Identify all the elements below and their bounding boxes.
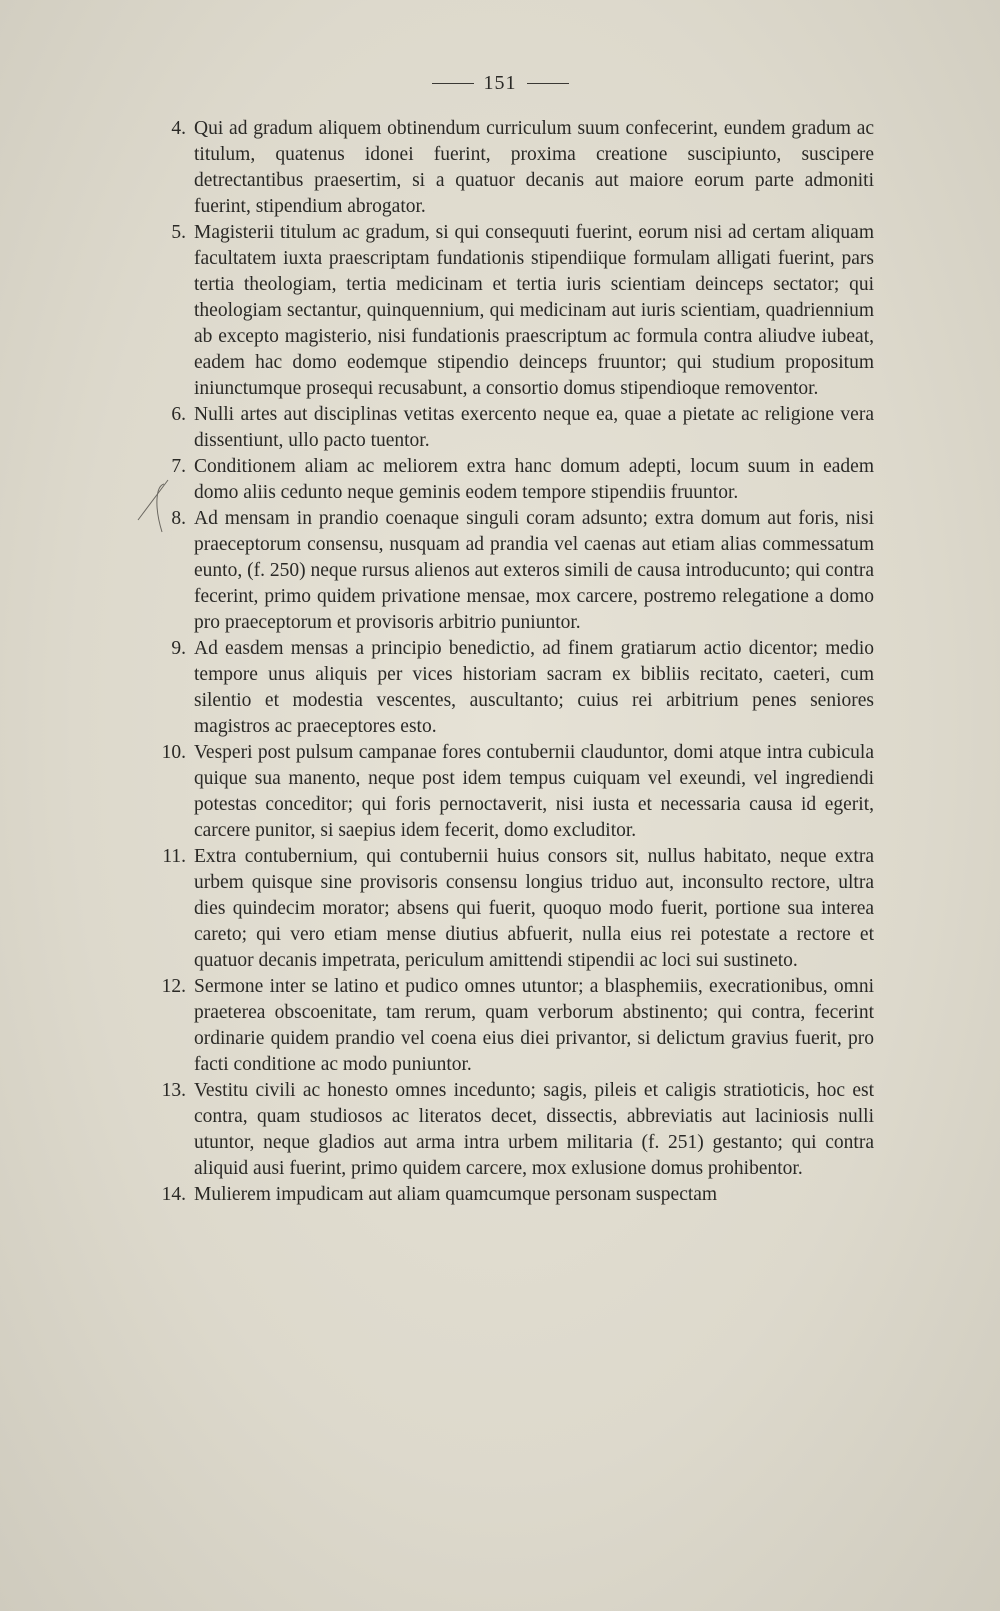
paragraph-10 [150,740,874,844]
paragraph-number: 8. [171,508,186,529]
page-header [0,72,1000,95]
paragraph-7 [150,454,874,506]
paragraph-number: 13. [161,1080,186,1101]
paragraph-number: 9. [171,638,186,659]
paragraph-11 [150,844,874,974]
paragraph-number: 4. [171,118,186,139]
body-text [150,116,874,1208]
paragraph-14 [150,1182,874,1208]
paragraph-number: 10. [161,742,186,763]
paragraph-number: 5. [171,222,186,243]
paragraph-text: Qui ad gradum aliquem obtinendum curriculum suum confecerint, eundem gradum ac titulum, quatenus idonei fuerint, proxima creatione suscipiunto, suscipere detrectantibus praesertim, si a quatuor decanis aut maiore eorum parte admoniti fuerint, stipendium abrogator. [194,118,874,217]
paragraph-13 [150,1078,874,1182]
paragraph-number: 14. [161,1184,186,1205]
paragraph-number: 11. [162,846,186,867]
paragraph-number: 12. [161,976,186,997]
paragraph-6 [150,402,874,454]
header-rule-left [432,83,474,84]
paragraph-text: Vestitu civili ac honesto omnes incedunto; sagis, pileis et caligis stratioticis, hoc est contra, quam studiosos ac literatos decet, dissectis, abbreviatis aut laciniosis nulli utuntor, neque gladios aut arma intra urbem militaria (f. 251) gestanto; qui contra aliquid ausi fuerint, primo quidem carcere, mox exlusione domus prohibentor. [194,1080,874,1179]
paragraph-text: Magisterii titulum ac gradum, si qui consequuti fuerint, eorum nisi ad certam aliquam facultatem iuxta praescriptam fundationis stipendiique formulam alligati fuerint, pars tertia theologiam, tertia medicinam et tertia iuris scientiam deinceps sectator; qui theologiam sectantur, quinquennium, qui medicinam aut iuris scientiam, quadriennium ab excepto magisterio, nisi fundationis praescriptum ac formula contra aliudve iubeat, eadem hac domo eodemque stipendio deinceps fruuntor; qui studium propositum iniunctumque prosequi recusabunt, a consortio domus stipendioque removentor. [194,222,874,399]
paragraph-text: Sermone inter se latino et pudico omnes utuntor; a blasphemiis, execrationibus, omni praeterea obscoenitate, tam rerum, quam verborum abstinento; qui contra, fecerint ordinarie quidem prandio vel coena eius diei privantor, si delictum gravius fuerit, pro facti conditione ac modo puniuntor. [194,976,874,1075]
header-rule-right [527,83,569,84]
paragraph-text: Ad mensam in prandio coenaque singuli coram adsunto; extra domum aut foris, nisi praeceptorum consensu, nusquam ad prandia vel caenas aut etiam alias commessatum eunto, (f. 250) neque rursus alienos aut exteros simili de causa introducunto; qui contra fecerint, primo quidem privatione mensae, mox carcere, postremo relegatione a domo pro praeceptorum et provisoris arbitrio puniuntor. [194,508,874,633]
paragraph-5 [150,220,874,402]
paragraph-12 [150,974,874,1078]
paragraph-number: 6. [171,404,186,425]
page-number: 151 [483,72,517,94]
paragraph-text: Ad easdem mensas a principio benedictio, ad finem gratiarum actio dicentor; medio tempore unus aliquis per vices historiam sacram ex bibliis recitato, caeteri, cum silentio et modestia vescentes, auscultanto; cuius rei arbitrium penes seniores magistros ac praeceptores esto. [194,638,874,737]
paragraph-text: Conditionem aliam ac meliorem extra hanc domum adepti, locum suum in eadem domo aliis cedunto neque geminis eodem tempore stipendiis fruuntor. [194,456,874,503]
paragraph-9 [150,636,874,740]
paragraph-text: Extra contubernium, qui contubernii huius consors sit, nullus habitato, neque extra urbem quisque sine provisoris consensu longius triduo aut, inconsulto rectore, ultra dies quindecim morator; absens qui fuerit, quoquo modo fuerit, portione sua interea careto; qui vero etiam mense diutius abfuerit, nulla eius rei potestate a rectore et quatuor decanis impetrata, periculum amittendi stipendii ac loci sui sustineto. [194,846,874,971]
paragraph-text: Vesperi post pulsum campanae fores contubernii clauduntor, domi atque intra cubicula quique sua manento, neque post idem tempus cuiquam vel exeundi, vel ingrediendi potestas conceditor; qui foris pernoctaverit, nisi iusta et necessaria causa id egerit, carcere punitor, si saepius idem fecerit, domo excluditor. [194,742,874,841]
paragraph-number: 7. [171,456,186,477]
paragraph-4 [150,116,874,220]
paragraph-text: Mulierem impudicam aut aliam quamcumque personam suspectam [194,1184,718,1205]
paragraph-text: Nulli artes aut disciplinas vetitas exercento neque ea, quae a pietate ac religione vera dissentiunt, ullo pacto tuentor. [194,404,874,451]
paragraph-8 [150,506,874,636]
